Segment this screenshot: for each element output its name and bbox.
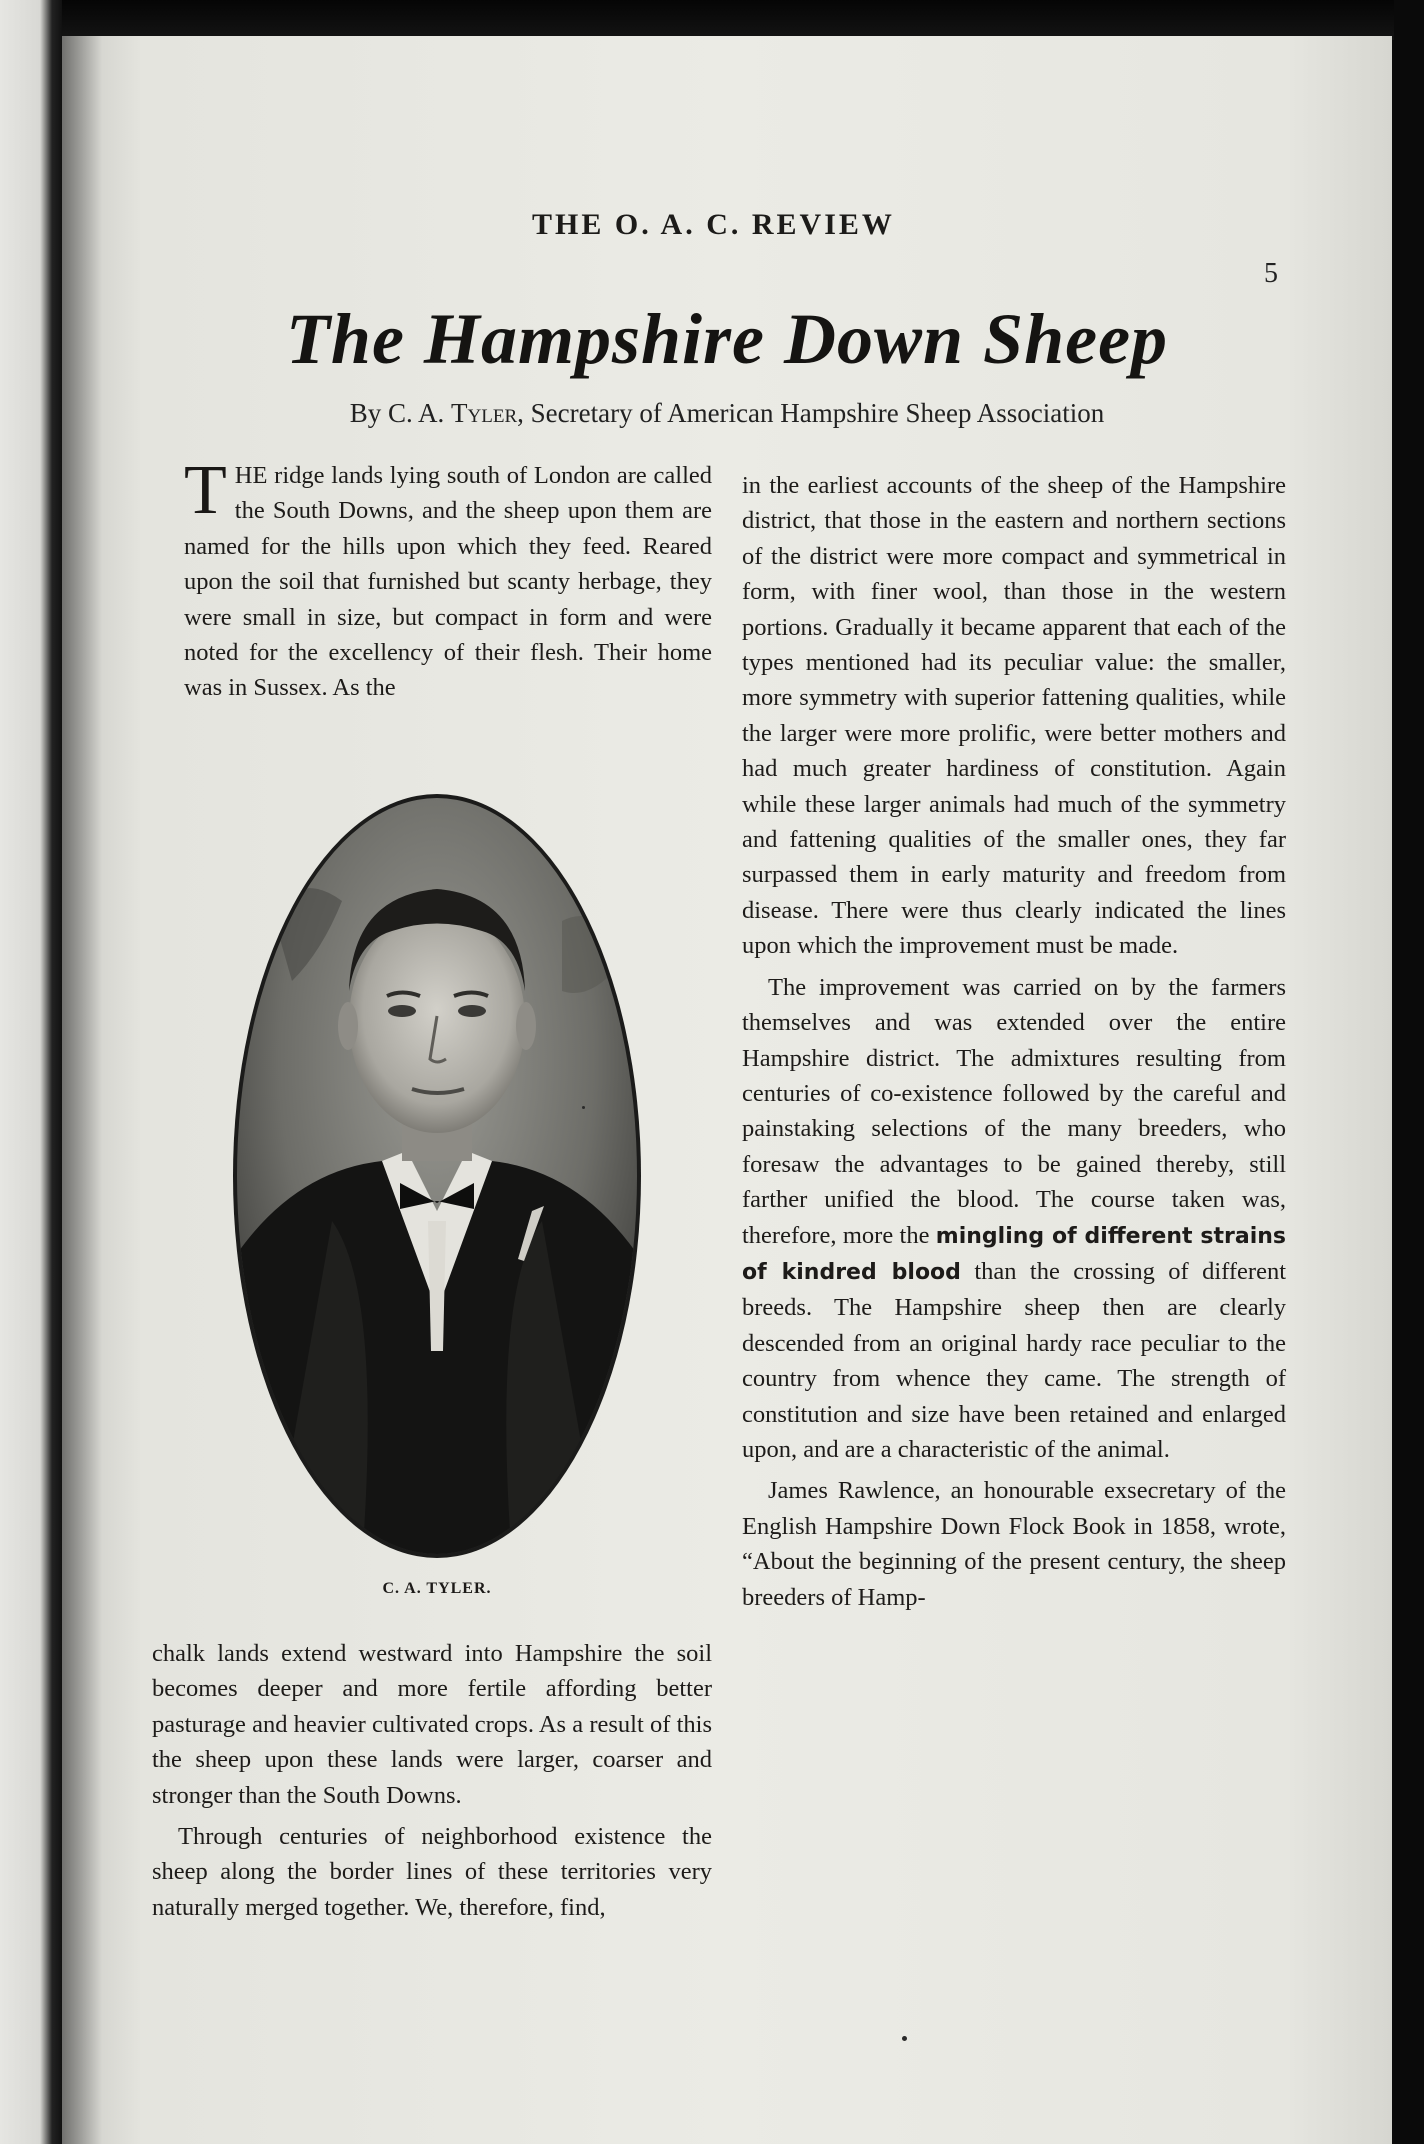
page-number: 5	[1264, 258, 1278, 289]
byline-suffix: , Secretary of American Hampshire Sheep Association	[517, 398, 1105, 428]
portrait-photo	[232, 791, 642, 1561]
scan-speck	[582, 1106, 585, 1109]
article-title: The Hampshire Down Sheep	[285, 299, 1169, 379]
article-byline	[62, 398, 1392, 429]
magazine-page	[62, 36, 1392, 2144]
byline-name: Tyler	[451, 398, 518, 428]
paragraph: in the earliest accounts of the sheep of the Hampshire district, that those in the eastern and northern sections of the district were more compact and symmetrical in form, with finer wool, than those in the western portions. Gradually it became apparent that each of the types mentioned had its peculiar value: the smaller, more symmetry with superior fattening qualities, while the larger were more prolific, were better mothers and had much greater hardiness of constitution. Again while these larger animals had much of the symmetry and fattening qualities of the smaller ones, they far surpassed them in early maturity and freedom from disease. There were thus clearly indicated the lines upon which the improvement must be made.	[742, 472, 1286, 960]
portrait-image	[232, 791, 642, 1561]
portrait-caption: C. A. TYLER.	[382, 1580, 492, 1597]
column-left-bottom	[152, 1636, 712, 1925]
paragraph-text: The improvement was carried on by the farmers themselves and was extended over the entire Hampshire district. The admixtures resulting from centuries of co-existence followed by the careful and painstaking selections of the many breeders, who foresaw the advantages to be gained thereby, still farther unified the blood. The course taken was, therefore, more the	[742, 973, 1286, 1249]
paragraph: Through centuries of neighborhood existence the sheep along the border lines of these territories very naturally merged together. We, therefore, find,	[152, 1823, 712, 1921]
film-border-top	[0, 0, 1424, 40]
paragraph	[742, 970, 1286, 1468]
paragraph: chalk lands extend westward into Hampshire the soil becomes deeper and more fertile affording better pasturage and heavier cultivated crops. As a result of this the sheep upon these lands were larger, coarser and stronger than the South Downs.	[152, 1640, 712, 1809]
byline-prefix: By C. A.	[349, 398, 452, 428]
opening-paragraph-text: HE ridge lands lying south of London are called the South Downs, and the sheep upon them are named for the hills upon which they feed. Reared upon the soil that furnished but scanty herbage, they were small in size, but compact in form and were noted for the excellency of their flesh. Their home was in Sussex. As the	[184, 462, 712, 702]
paragraph: James Rawlence, an honourable exsecretary of the English Hampshire Down Flock Book in 1858, wrote, “About the beginning of the present century, the sheep breeders of Hamp-	[742, 1477, 1286, 1611]
running-head: THE O. A. C. REVIEW	[532, 208, 895, 241]
column-right	[742, 468, 1286, 1615]
scan-speck	[902, 2036, 907, 2041]
drop-cap: T	[184, 452, 227, 529]
film-border-left	[0, 0, 62, 2144]
opening-paragraph	[184, 452, 712, 706]
paragraph-text: than the crossing of different breeds. The Hampshire sheep then are clearly descended from an original hardy race peculiar to the country from whence they came. The strength of constitution and size have been retained and enlarged upon, and are a characteristic of the animal.	[742, 1257, 1286, 1463]
emphasized-phrase: mingling of different strains of kindred blood	[742, 1223, 1286, 1285]
column-left-top	[184, 452, 712, 706]
film-border-right	[1394, 0, 1424, 2144]
